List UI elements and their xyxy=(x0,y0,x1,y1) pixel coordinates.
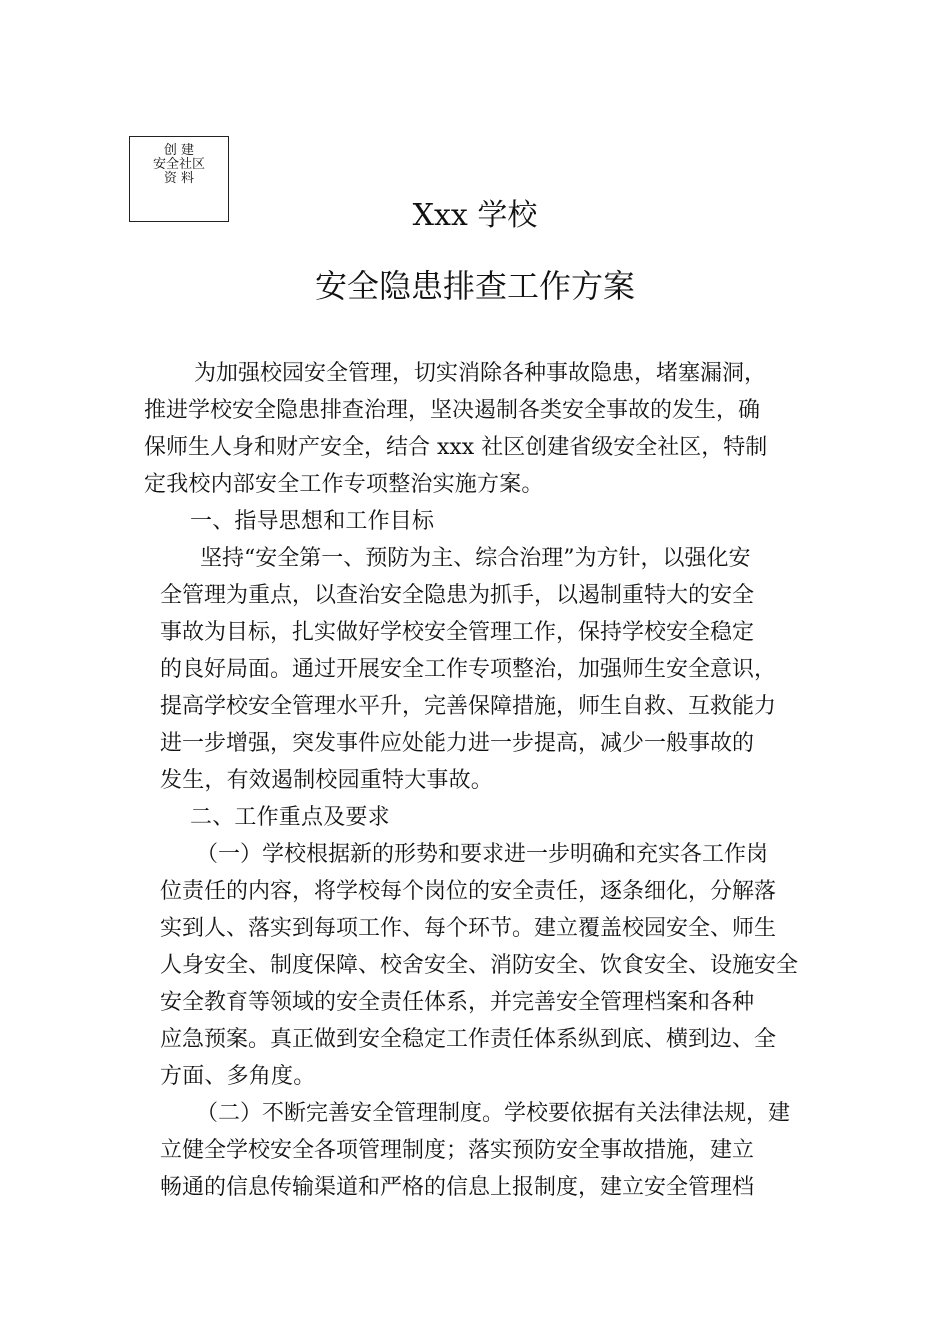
stamp-line-2: 安全社区 xyxy=(152,157,205,172)
document-title-plan: 安全隐患排查工作方案 xyxy=(314,267,635,305)
body-line: 定我校内部安全工作专项整治实施方案。 xyxy=(144,472,544,497)
body-line: 保师生人身和财产安全，结合 xxx 社区创建省级安全社区，特制 xyxy=(144,435,768,460)
stamp-line-3: 资 料 xyxy=(163,171,195,186)
body-line: 实到人、落实到每项工作、每个环节。建立覆盖校园安全、师生 xyxy=(160,916,777,941)
body-line: 畅通的信息传输渠道和严格的信息上报制度，建立安全管理档 xyxy=(160,1175,755,1200)
body-line: 的良好局面。通过开展安全工作专项整治，加强师生安全意识， xyxy=(160,657,777,682)
body-line: （一）学校根据新的形势和要求进一步明确和充实各工作岗 xyxy=(196,842,769,867)
body-line: 事故为目标，扎实做好学校安全管理工作，保持学校安全稳定 xyxy=(160,620,755,645)
body-line: 坚持“安全第一、预防为主、综合治理”为方针，以强化安 xyxy=(200,546,751,571)
body-line: 应急预案。真正做到安全稳定工作责任体系纵到底、横到边、全 xyxy=(160,1027,777,1052)
body-line: 安全教育等领域的安全责任体系，并完善安全管理档案和各种 xyxy=(160,990,755,1015)
stamp-line-1: 创 建 xyxy=(163,143,195,158)
body-line: 位责任的内容，将学校每个岗位的安全责任，逐条细化，分解落 xyxy=(160,879,777,904)
body-line: 发生，有效遏制校园重特大事故。 xyxy=(160,768,494,793)
body-line: （二）不断完善安全管理制度。学校要依据有关法律法规，建 xyxy=(196,1101,791,1126)
body-line: 人身安全、制度保障、校舍安全、消防安全、饮食安全、设施安全 xyxy=(160,953,799,978)
body-line: 为加强校园安全管理，切实消除各种事故隐患，堵塞漏洞， xyxy=(194,361,767,386)
body-line: 推进学校安全隐患排查治理，坚决遏制各类安全事故的发生，确 xyxy=(144,398,761,423)
section-heading: 一、指导思想和工作目标 xyxy=(190,509,435,534)
body-line: 立健全学校安全各项管理制度；落实预防安全事故措施，建立 xyxy=(160,1138,755,1163)
document-title-school: Xxx 学校 xyxy=(412,198,538,233)
body-line: 进一步增强，突发事件应处能力进一步提高，减少一般事故的 xyxy=(160,731,755,756)
body-line: 提高学校安全管理水平升，完善保障措施，师生自救、互救能力 xyxy=(160,694,777,719)
section-heading: 二、工作重点及要求 xyxy=(190,805,390,830)
body-line: 方面、多角度。 xyxy=(160,1064,316,1089)
body-line: 全管理为重点，以查治安全隐患为抓手，以遏制重特大的安全 xyxy=(160,583,755,608)
